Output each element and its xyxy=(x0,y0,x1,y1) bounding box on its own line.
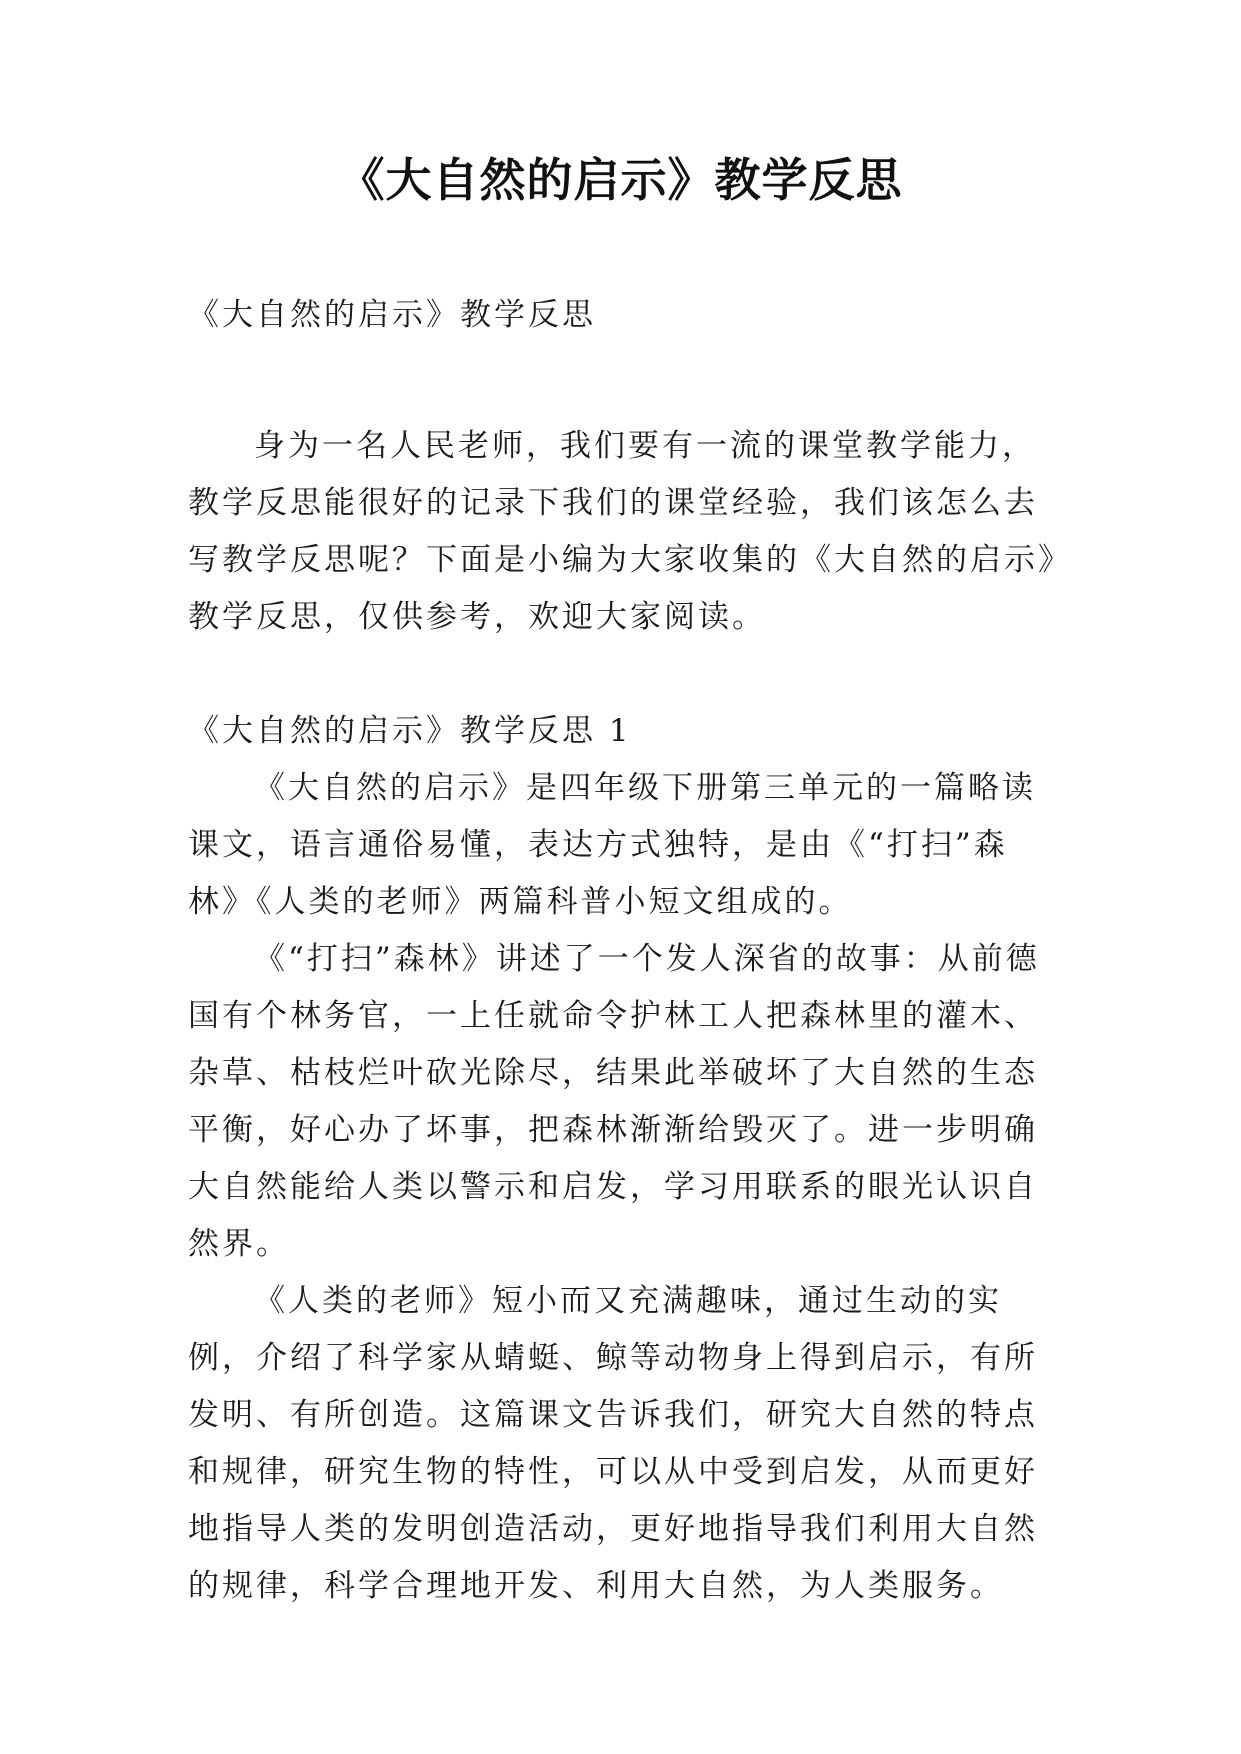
document-subtitle: 《大自然的启示》教学反思 xyxy=(188,297,596,333)
body-paragraph: 《“打扫”森林》讲述了一个发人深省的故事：从前德国有个林务官，一上任就命令护林工人把森林里的灌木、杂草、枯枝烂叶砍光除尽，结果此举破坏了大自然的生态平衡，好心办了坏事，把森林渐渐给毁灭了。进一步明确大自然能给人类以警示和启发，学习用联系的眼光认识自然界。 xyxy=(188,941,1040,1262)
body-paragraph: 《人类的老师》短小而又充满趣味，通过生动的实例，介绍了科学家从蜻蜓、鲸等动物身上得到启示，有所发明、有所创造。这篇课文告诉我们，研究大自然的特点和规律，研究生物的特性，可以从中受到启发，从而更好地指导人类的发明创造活动，更好地指导我们利用大自然的规律，科学合理地开发、利用大自然，为人类服务。 xyxy=(188,1283,1038,1604)
body-paragraph: 《大自然的启示》是四年级下册第三单元的一篇略读课文，语言通俗易懂，表达方式独特，是由《“打扫”森林》《人类的老师》两篇科普小短文组成的。 xyxy=(188,770,1036,920)
intro-paragraph: 身为一名人民老师，我们要有一流的课堂教学能力，教学反思能很好的记录下我们的课堂经验，我们该怎么去写教学反思呢？下面是小编为大家收集的《大自然的启示》教学反思，仅供参考，欢迎大家阅读。 xyxy=(188,428,1057,635)
section-heading: 《大自然的启示》教学反思 1 xyxy=(188,713,632,749)
document-body xyxy=(188,287,1058,1615)
document-title: 《大自然的启示》教学反思 xyxy=(338,153,903,207)
